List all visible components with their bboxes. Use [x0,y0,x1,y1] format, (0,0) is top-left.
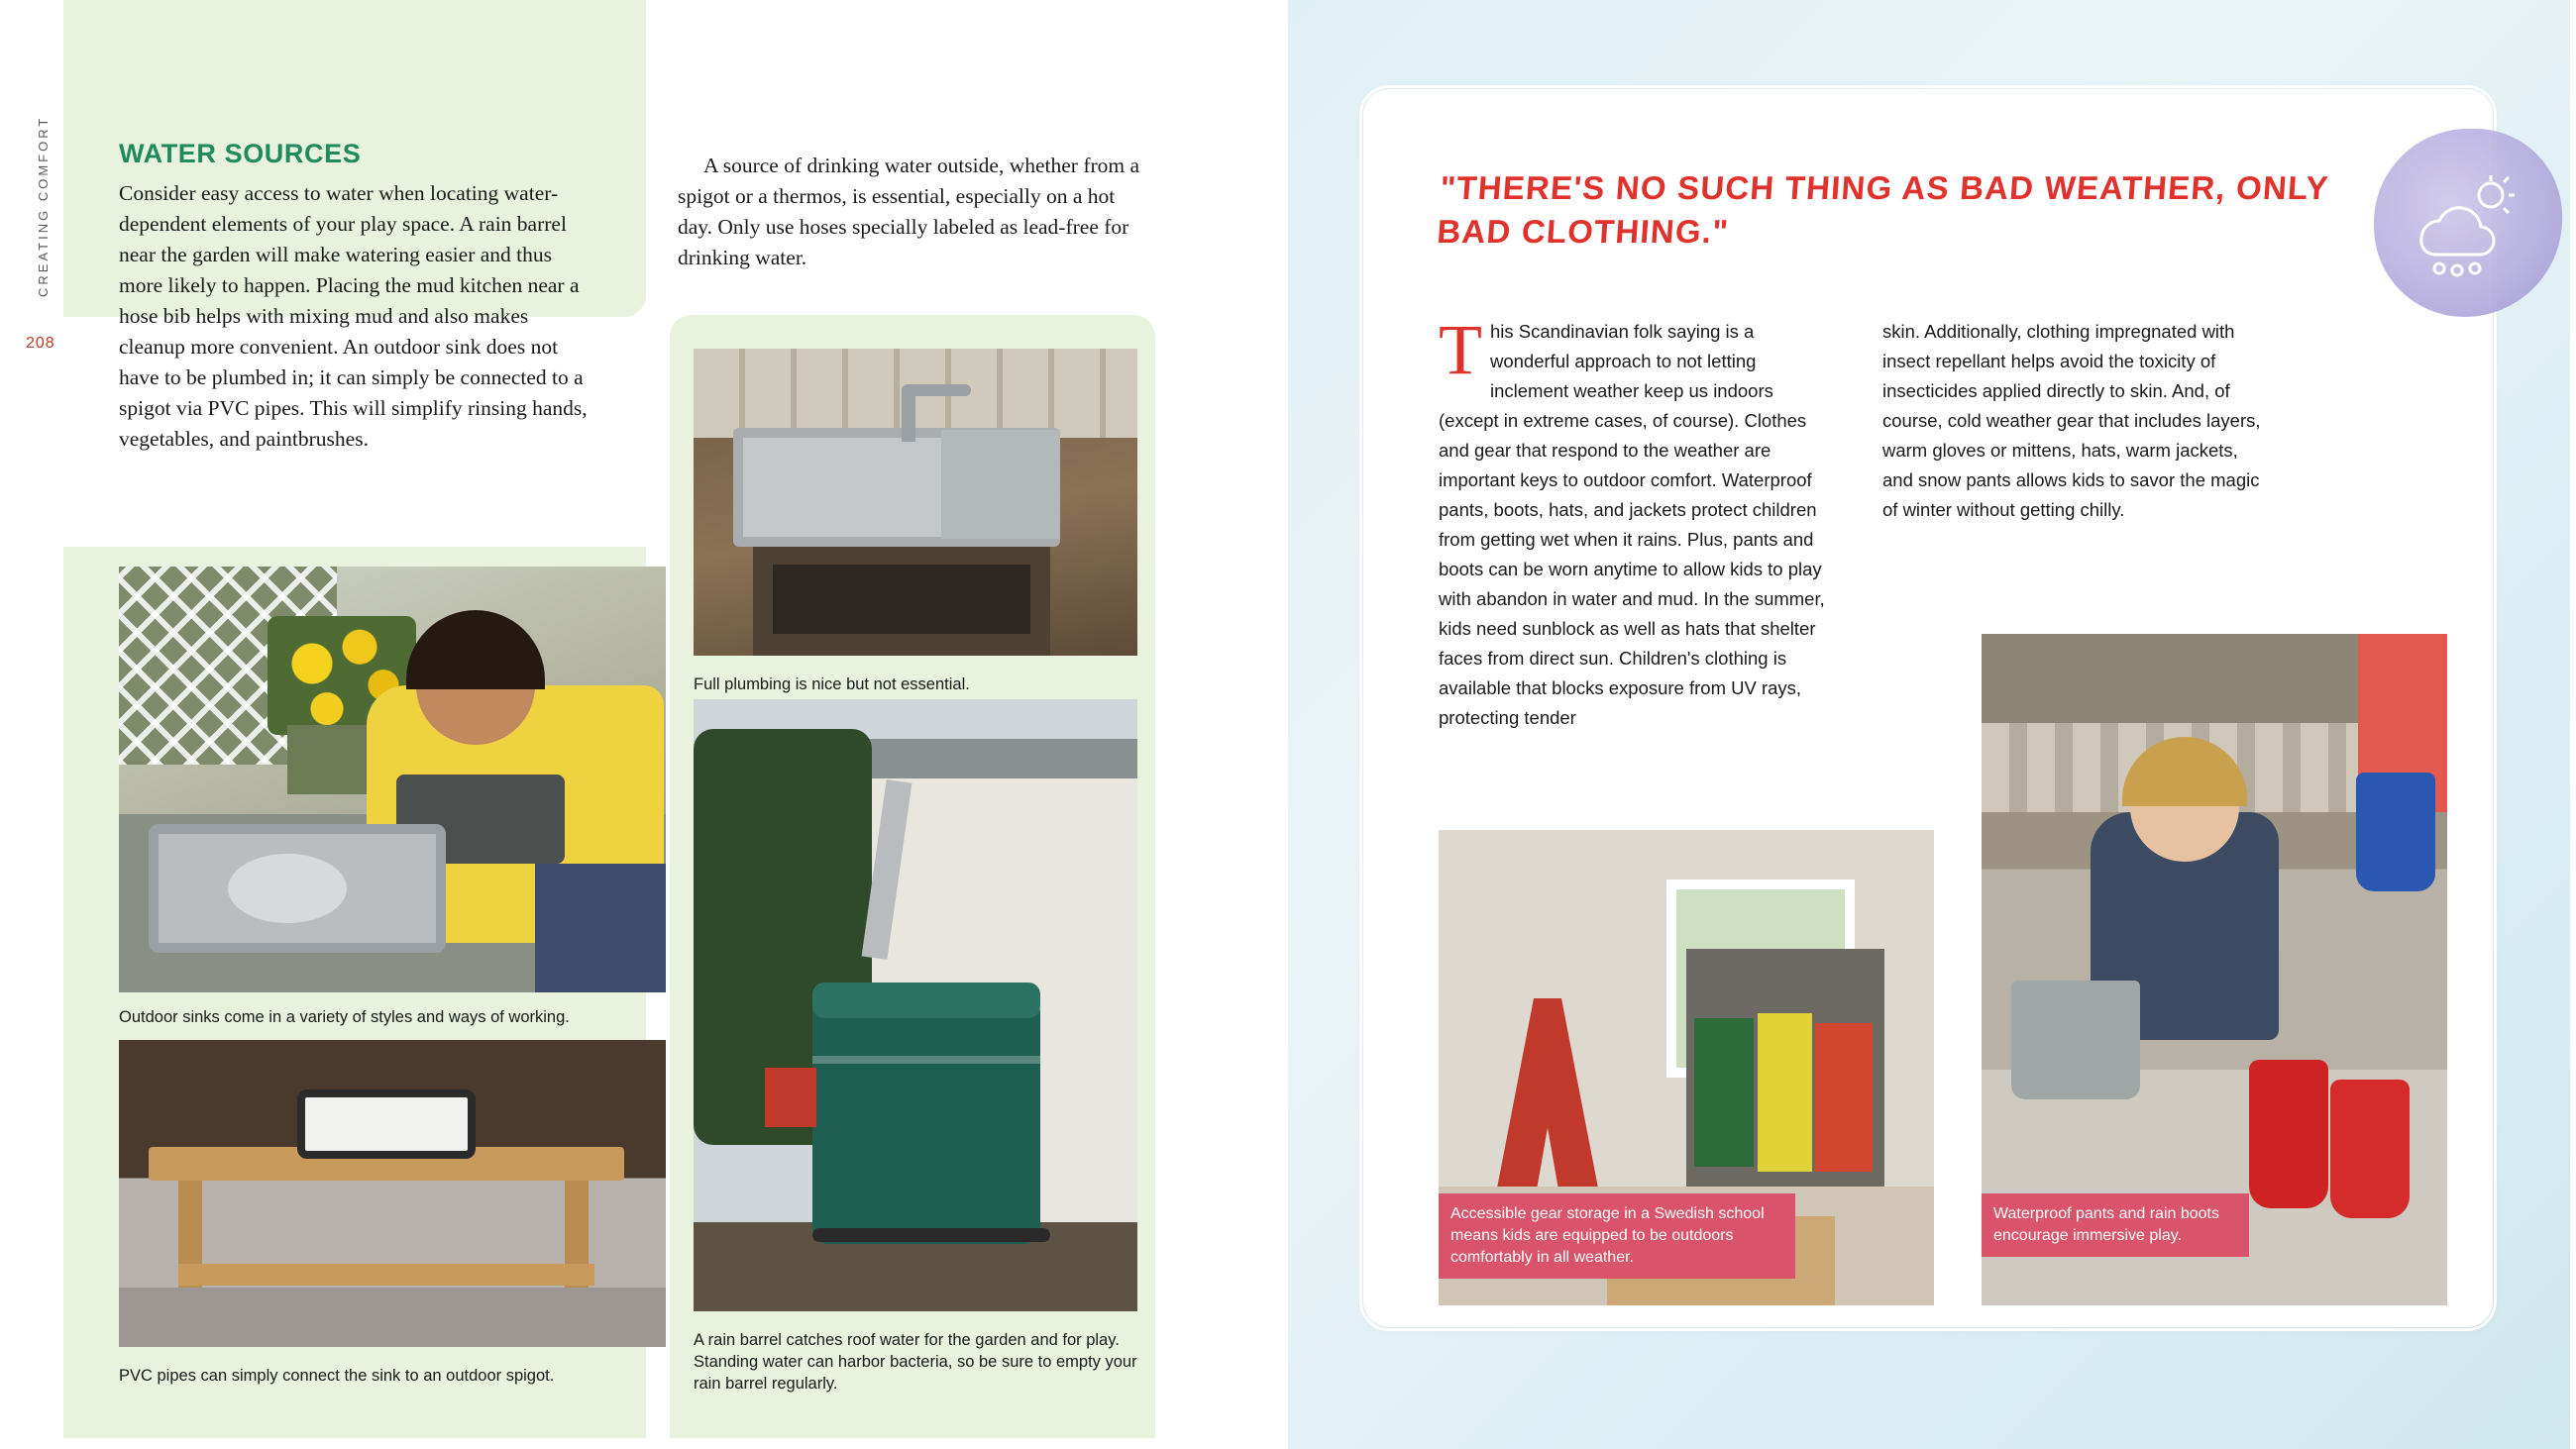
body-paragraph-1: Consider easy access to water when locating water-dependent elements of your play space. A rain barrel near the garden will make watering easier and thus more likely to happen. Placing the mud kitchen near a hose bib helps with mixing mud and also makes cleanup more convenient. An outdoor sink does not have to be plumbed in; it can simply be connected to a spigot via PVC pipes. This will simplify rinsing hands, vegetables, and paintbrushes. [119,181,588,451]
pull-quote: "THERE'S NO SUCH THING AS BAD WEATHER, ONLY BAD CLOTHING." [1436,169,2330,250]
page-number: 208 [26,335,55,352]
photo-rain-barrel [694,699,1137,1311]
body-paragraph-2: A source of drinking water outside, whether from a spigot or a thermos, is essential, especially on a hot day. Only use hoses specially labeled as lead-free for drinking water. [678,154,1140,269]
body-column-b: skin. Additionally, clothing impregnated with insect repellant helps avoid the toxicity of insecticides applied directly to skin. And, of course, cold weather gear that includes layers, warm gloves or mittens, hats, warm jackets, and snow pants allows kids to savor the magic of winter without getting chilly. [1882,321,2261,520]
caption-pvc-bench-sink: PVC pipes can simply connect the sink to an outdoor spigot. [119,1367,555,1385]
right-page [1288,0,2570,1449]
body-column-a-text: his Scandinavian folk saying is a wonderful approach to not letting inclement weather keep us indoors (except in extreme cases, of course). Clothes and gear that respond to the weather are important keys to outdoor comfort. Waterproof pants, boots, hats, and jackets protect children from getting wet when it rains. Plus, pants and boots can be worn anytime to allow kids to play with abandon in water and mud. In the summer, kids need sunblock as well as hats that shelter faces from direct sun. Children's clothing is available that blocks exposure from UV rays, protecting tender [1439,321,1825,728]
caption-waterproof-pants-boots: Waterproof pants and rain boots encourage immersive play. [1982,1193,2249,1257]
caption-gear-storage: Accessible gear storage in a Swedish school means kids are equipped to be outdoors comfortably in all weather. [1439,1193,1795,1279]
caption-rain-barrel: A rain barrel catches roof water for the garden and for play. Standing water can harbor bacteria, so be sure to empty your rain barrel regularly. [694,1331,1137,1393]
sun-behind-rain-cloud-icon [2400,173,2519,282]
caption-boy-at-outdoor-sink: Outdoor sinks come in a variety of styles and ways of working. [119,1008,570,1026]
page-margin-bottom [63,1438,1155,1449]
page-margin-right [1155,0,1288,1449]
photo-pvc-bench-sink [119,1040,666,1347]
photo-boy-at-outdoor-sink [119,567,666,992]
page-title: WATER SOURCES [119,139,362,168]
page-margin-left [0,0,63,1449]
drop-cap: T [1439,310,1482,389]
caption-stainless-steel-sink: Full plumbing is nice but not essential. [694,675,970,693]
body-column-a [1439,310,1830,733]
running-head: CREATING COMFORT [36,115,51,297]
photo-stainless-steel-sink [694,349,1137,656]
